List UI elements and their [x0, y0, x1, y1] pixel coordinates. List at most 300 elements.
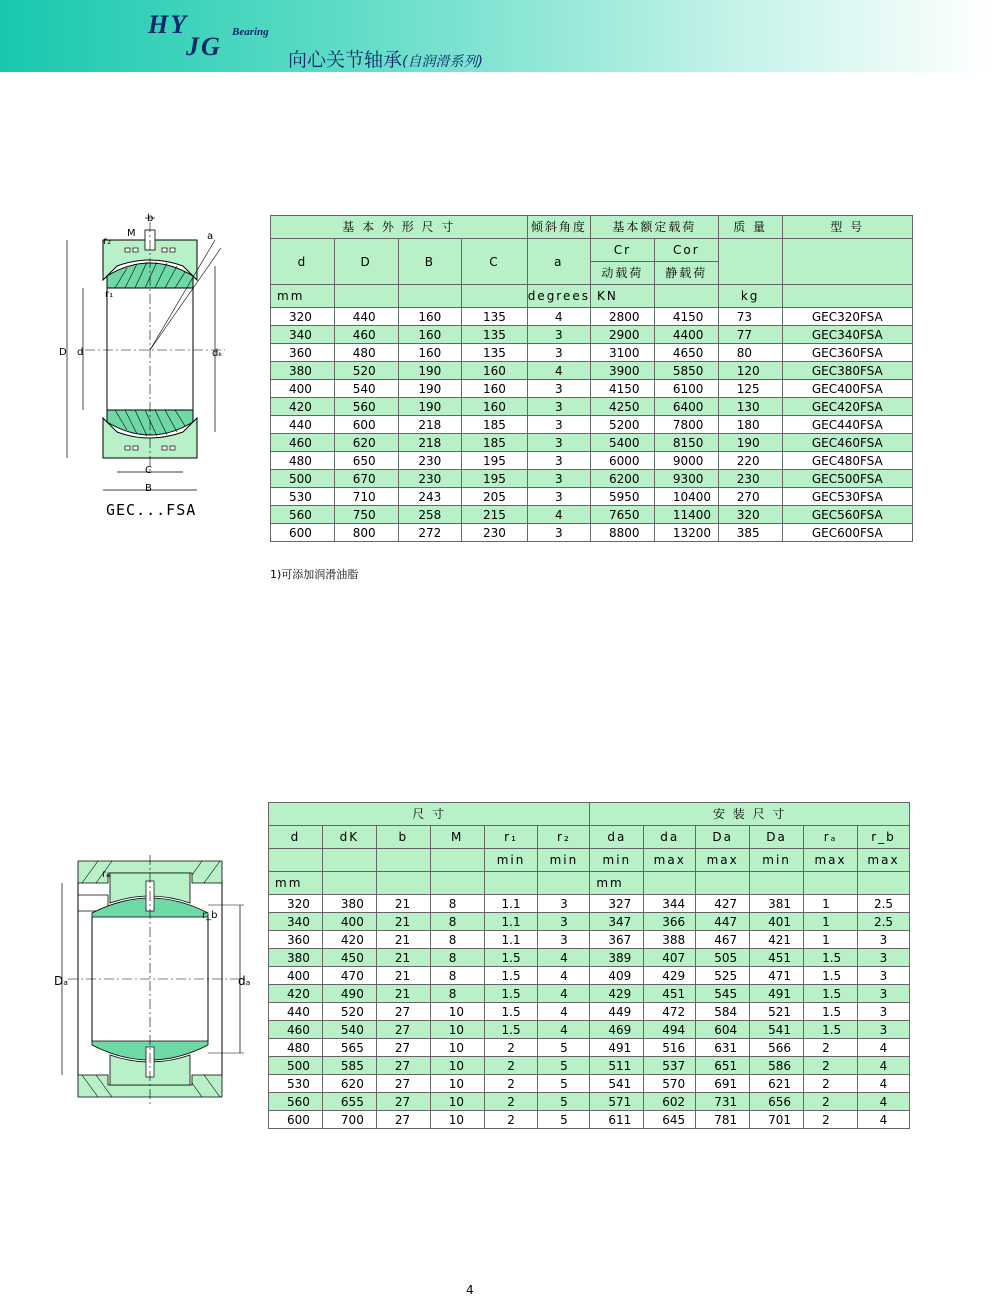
label-dk: dₖ	[212, 348, 223, 359]
table-row	[271, 488, 913, 506]
table-cell: 2	[484, 1093, 538, 1111]
header-load-rating: 基本额定载荷	[591, 216, 719, 239]
table-cell: 3	[527, 434, 590, 452]
table-cell: 11400	[654, 506, 718, 524]
table-cell: 520	[334, 362, 398, 380]
limit-da2: max	[644, 849, 696, 872]
table-cell: 781	[696, 1111, 750, 1129]
table-row	[271, 398, 913, 416]
table-cell: 230	[462, 524, 528, 542]
table-cell: 77	[718, 326, 782, 344]
table-cell: 3	[527, 416, 590, 434]
limit-r2: min	[538, 849, 590, 872]
table-row	[271, 470, 913, 488]
table-cell: 230	[398, 452, 462, 470]
table-cell: 21	[376, 931, 430, 949]
col-cr: Cr	[591, 239, 655, 262]
table-cell: 3	[527, 452, 590, 470]
table-cell: 409	[590, 967, 644, 985]
table-cell: 4	[857, 1093, 909, 1111]
table-row	[271, 452, 913, 470]
table-cell: 230	[398, 470, 462, 488]
table-cell: 8150	[654, 434, 718, 452]
col2-big-da-min: Da	[750, 826, 804, 849]
table-cell: 218	[398, 434, 462, 452]
table-cell: 600	[334, 416, 398, 434]
table-cell: 27	[376, 1039, 430, 1057]
table-row	[271, 362, 913, 380]
table-cell: 6200	[591, 470, 655, 488]
table-cell: 270	[718, 488, 782, 506]
logo-hy: HY	[148, 10, 189, 39]
table-cell: 602	[644, 1093, 696, 1111]
table-cell: 125	[718, 380, 782, 398]
table-cell: 3	[857, 967, 909, 985]
table-cell: 420	[269, 985, 323, 1003]
table-cell: 420	[322, 931, 376, 949]
col-cor: Cor	[654, 239, 718, 262]
table-cell: GEC460FSA	[782, 434, 912, 452]
table-cell: 3	[857, 931, 909, 949]
table-cell: 3	[857, 985, 909, 1003]
table-cell: 1.5	[804, 967, 858, 985]
table-cell: 10	[430, 1021, 484, 1039]
table-cell: 4650	[654, 344, 718, 362]
table-cell: 4400	[654, 326, 718, 344]
table-cell: 8	[430, 895, 484, 913]
table-cell: 480	[269, 1039, 323, 1057]
table-cell: 4250	[591, 398, 655, 416]
table-row	[269, 931, 910, 949]
table-row	[271, 308, 913, 326]
table-cell: 655	[322, 1093, 376, 1111]
table-cell: 190	[398, 362, 462, 380]
label-big-d: D	[59, 347, 67, 358]
table-cell: 731	[696, 1093, 750, 1111]
table-cell: 566	[750, 1039, 804, 1057]
table-cell: 472	[644, 1003, 696, 1021]
table-cell: 447	[696, 913, 750, 931]
page-title	[288, 45, 483, 72]
table-cell: 600	[271, 524, 335, 542]
label-static-load: 静载荷	[654, 262, 718, 285]
table-cell: 560	[269, 1093, 323, 1111]
header-installation: 安 装 尺 寸	[590, 803, 910, 826]
table-cell: 2	[804, 1111, 858, 1129]
table-cell: 2	[484, 1075, 538, 1093]
table-cell: 1.5	[804, 1021, 858, 1039]
table-cell: 530	[269, 1075, 323, 1093]
unit2-mm1: mm	[269, 872, 323, 895]
table-cell: 584	[696, 1003, 750, 1021]
table-cell: 10	[430, 1039, 484, 1057]
table-cell: 525	[696, 967, 750, 985]
table-cell: 73	[718, 308, 782, 326]
table-cell: 3	[538, 895, 590, 913]
table-cell: 7650	[591, 506, 655, 524]
table-cell: 10	[430, 1003, 484, 1021]
table-cell: 320	[271, 308, 335, 326]
table-cell: 160	[462, 362, 528, 380]
table-cell: 190	[398, 380, 462, 398]
table-cell: GEC380FSA	[782, 362, 912, 380]
table-cell: 9000	[654, 452, 718, 470]
table-cell: 6400	[654, 398, 718, 416]
table-cell: 800	[334, 524, 398, 542]
table-cell: 1.1	[484, 931, 538, 949]
table-cell: 5850	[654, 362, 718, 380]
table-row	[271, 344, 913, 362]
header-dimensions: 尺 寸	[269, 803, 590, 826]
table-cell: 516	[644, 1039, 696, 1057]
table-cell: 190	[718, 434, 782, 452]
table-cell: 5	[538, 1057, 590, 1075]
table-cell: 565	[322, 1039, 376, 1057]
table-row	[271, 326, 913, 344]
table-cell: 7800	[654, 416, 718, 434]
table-cell: 570	[644, 1075, 696, 1093]
installation-dimension-table	[268, 802, 910, 1129]
table-cell: 160	[462, 380, 528, 398]
table-cell: 1.5	[804, 985, 858, 1003]
table-cell: 560	[271, 506, 335, 524]
table-cell: 388	[644, 931, 696, 949]
table-cell: 2800	[591, 308, 655, 326]
label-a: a	[207, 231, 214, 242]
table-row	[269, 949, 910, 967]
table-cell: 645	[644, 1111, 696, 1129]
table-cell: 10	[430, 1075, 484, 1093]
table-cell: 651	[696, 1057, 750, 1075]
table-cell: 400	[322, 913, 376, 931]
table-cell: 460	[269, 1021, 323, 1039]
table-cell: GEC500FSA	[782, 470, 912, 488]
table-cell: 429	[590, 985, 644, 1003]
table-cell: 691	[696, 1075, 750, 1093]
limit-da1: min	[590, 849, 644, 872]
col-d: d	[271, 239, 335, 285]
table-cell: 1.5	[484, 1003, 538, 1021]
title-main: 向心关节轴承	[288, 49, 403, 71]
table-row	[271, 506, 913, 524]
table-cell: 4	[538, 967, 590, 985]
table-cell: 2900	[591, 326, 655, 344]
table-cell: 491	[590, 1039, 644, 1057]
table-cell: 541	[750, 1021, 804, 1039]
table-cell: 750	[334, 506, 398, 524]
table2-body	[269, 895, 910, 1129]
table-cell: 8	[430, 931, 484, 949]
table-cell: 1.5	[484, 949, 538, 967]
table-cell: 469	[590, 1021, 644, 1039]
table-cell: 6100	[654, 380, 718, 398]
label-m: M	[127, 228, 136, 239]
table-cell: 670	[334, 470, 398, 488]
table-cell: 1.5	[484, 967, 538, 985]
table-cell: 135	[462, 326, 528, 344]
label-ra: rₐ	[102, 869, 111, 880]
table-cell: 218	[398, 416, 462, 434]
table-cell: 4	[538, 1003, 590, 1021]
table-cell: 8	[430, 949, 484, 967]
table-cell: 8	[430, 985, 484, 1003]
table-cell: 21	[376, 949, 430, 967]
table-cell: 347	[590, 913, 644, 931]
table-cell: 600	[269, 1111, 323, 1129]
table-cell: 340	[271, 326, 335, 344]
col2-r1: r₁	[484, 826, 538, 849]
table-cell: 2.5	[857, 913, 909, 931]
table-cell: 451	[644, 985, 696, 1003]
table-cell: 571	[590, 1093, 644, 1111]
table-cell: 21	[376, 895, 430, 913]
table-cell: 21	[376, 967, 430, 985]
table-cell: 540	[322, 1021, 376, 1039]
table-cell: 3	[527, 344, 590, 362]
table-cell: 27	[376, 1093, 430, 1111]
table-cell: 427	[696, 895, 750, 913]
table-cell: 385	[718, 524, 782, 542]
col2-r2: r₂	[538, 826, 590, 849]
table-cell: 160	[398, 326, 462, 344]
table-cell: 130	[718, 398, 782, 416]
table1-body	[271, 308, 913, 542]
table-cell: 3	[527, 380, 590, 398]
col2-da-min: da	[590, 826, 644, 849]
title-sub: (自润滑系列)	[402, 54, 483, 70]
table-cell: 429	[644, 967, 696, 985]
col2-big-da-max: Da	[696, 826, 750, 849]
table-cell: 1.1	[484, 913, 538, 931]
table-cell: 3	[527, 470, 590, 488]
table-cell: 511	[590, 1057, 644, 1075]
label-rb: r_b	[202, 910, 218, 921]
table-cell: 185	[462, 434, 528, 452]
label-c: C	[145, 465, 152, 476]
limit-r1: min	[484, 849, 538, 872]
label-small-d: d	[77, 347, 84, 358]
table-cell: 421	[750, 931, 804, 949]
table-cell: GEC420FSA	[782, 398, 912, 416]
label-dynamic-load: 动载荷	[591, 262, 655, 285]
table-cell: 2	[484, 1111, 538, 1129]
table-cell: 650	[334, 452, 398, 470]
table-row	[271, 434, 913, 452]
table-cell: 494	[644, 1021, 696, 1039]
table-cell: 3900	[591, 362, 655, 380]
table-cell: 700	[322, 1111, 376, 1129]
table-cell: 4	[857, 1057, 909, 1075]
dimension-load-table	[270, 215, 913, 542]
table-cell: 1	[804, 913, 858, 931]
table-cell: 5200	[591, 416, 655, 434]
table-cell: 320	[718, 506, 782, 524]
table-cell: 10	[430, 1111, 484, 1129]
table-cell: 5	[538, 1111, 590, 1129]
table-cell: 490	[322, 985, 376, 1003]
table-cell: 4	[857, 1039, 909, 1057]
col-model-empty	[782, 239, 912, 285]
table-cell: 407	[644, 949, 696, 967]
table-cell: 3	[527, 488, 590, 506]
table-cell: 4	[527, 362, 590, 380]
label-b: b	[147, 213, 154, 224]
table-cell: 2	[804, 1057, 858, 1075]
table-row	[269, 985, 910, 1003]
label-small-da: dₐ	[238, 974, 251, 988]
label-r2: r₂	[103, 236, 112, 247]
table-row	[269, 1003, 910, 1021]
table-cell: 205	[462, 488, 528, 506]
table-cell: 366	[644, 913, 696, 931]
table-cell: 27	[376, 1057, 430, 1075]
table-cell: 360	[269, 931, 323, 949]
table-cell: 3	[538, 931, 590, 949]
table-cell: 360	[271, 344, 335, 362]
table-cell: 9300	[654, 470, 718, 488]
label-big-da: Dₐ	[54, 974, 68, 988]
logo-jg: JG	[186, 32, 222, 61]
table-cell: 8800	[591, 524, 655, 542]
bearing-type-label: GEC...FSA	[106, 501, 197, 519]
table-cell: 449	[590, 1003, 644, 1021]
table-cell: 440	[269, 1003, 323, 1021]
table-cell: 327	[590, 895, 644, 913]
table-cell: 27	[376, 1021, 430, 1039]
table-cell: 21	[376, 913, 430, 931]
table-cell: 541	[590, 1075, 644, 1093]
table-cell: 1.1	[484, 895, 538, 913]
table-cell: 604	[696, 1021, 750, 1039]
table-cell: 460	[271, 434, 335, 452]
table-cell: 10400	[654, 488, 718, 506]
table-row	[269, 1057, 910, 1075]
table-cell: GEC320FSA	[782, 308, 912, 326]
table-cell: 160	[462, 398, 528, 416]
table-cell: GEC360FSA	[782, 344, 912, 362]
table-cell: 400	[271, 380, 335, 398]
table-cell: 4	[857, 1111, 909, 1129]
table-cell: 4150	[591, 380, 655, 398]
table-cell: 135	[462, 344, 528, 362]
table-cell: 272	[398, 524, 462, 542]
page-number: 4	[466, 1283, 474, 1297]
table-cell: 10	[430, 1093, 484, 1111]
table-cell: 367	[590, 931, 644, 949]
table-cell: 505	[696, 949, 750, 967]
table-row	[269, 1075, 910, 1093]
col-b: B	[398, 239, 462, 285]
table-cell: 180	[718, 416, 782, 434]
table-cell: 27	[376, 1003, 430, 1021]
unit-degrees: degrees	[527, 285, 590, 308]
table-cell: 440	[334, 308, 398, 326]
table-cell: 1.5	[484, 985, 538, 1003]
table-cell: 160	[398, 308, 462, 326]
table-cell: 3	[857, 1003, 909, 1021]
table-cell: 460	[334, 326, 398, 344]
unit2-mm2: mm	[590, 872, 644, 895]
table-cell: 80	[718, 344, 782, 362]
table-cell: 631	[696, 1039, 750, 1057]
table-cell: 3	[857, 1021, 909, 1039]
logo-bearing-script: Bearing	[232, 26, 269, 38]
table-cell: 1.5	[804, 949, 858, 967]
table-cell: 230	[718, 470, 782, 488]
table-cell: 471	[750, 967, 804, 985]
table-row	[271, 416, 913, 434]
table-row	[269, 895, 910, 913]
table-cell: 520	[322, 1003, 376, 1021]
table-cell: 195	[462, 452, 528, 470]
header-basic-dimensions: 基 本 外 形 尺 寸	[271, 216, 528, 239]
limit-bda2: min	[750, 849, 804, 872]
col2-d: d	[269, 826, 323, 849]
table-cell: 2	[804, 1039, 858, 1057]
table-cell: 530	[271, 488, 335, 506]
bearing-section-diagram	[55, 210, 235, 500]
table-cell: 500	[271, 470, 335, 488]
col2-dk: dK	[322, 826, 376, 849]
col-c: C	[462, 239, 528, 285]
table-cell: 380	[271, 362, 335, 380]
table-cell: 480	[334, 344, 398, 362]
unit-mm: mm	[271, 285, 335, 308]
table-cell: 3	[527, 398, 590, 416]
table-cell: 420	[271, 398, 335, 416]
table-cell: 243	[398, 488, 462, 506]
table-cell: 2	[804, 1093, 858, 1111]
table-cell: 8	[430, 967, 484, 985]
table-cell: 4	[527, 308, 590, 326]
installation-diagram	[52, 855, 252, 1105]
table-cell: 540	[334, 380, 398, 398]
table-cell: 5	[538, 1093, 590, 1111]
unit-kn: KN	[591, 285, 655, 308]
limit-rb: max	[857, 849, 909, 872]
table-cell: 3	[527, 524, 590, 542]
table-cell: 2	[484, 1039, 538, 1057]
col-big-d: D	[334, 239, 398, 285]
table-cell: 450	[322, 949, 376, 967]
table-cell: 380	[322, 895, 376, 913]
col2-m: M	[430, 826, 484, 849]
table-cell: 440	[271, 416, 335, 434]
table-cell: 381	[750, 895, 804, 913]
table-cell: 586	[750, 1057, 804, 1075]
table-cell: 389	[590, 949, 644, 967]
table-cell: 3100	[591, 344, 655, 362]
table-cell: 1	[804, 895, 858, 913]
table-cell: GEC600FSA	[782, 524, 912, 542]
table-cell: GEC400FSA	[782, 380, 912, 398]
table-cell: 190	[398, 398, 462, 416]
table-cell: 344	[644, 895, 696, 913]
table-cell: 611	[590, 1111, 644, 1129]
col2-rb: r_b	[857, 826, 909, 849]
table-cell: 160	[398, 344, 462, 362]
col2-ra: rₐ	[804, 826, 858, 849]
limit-ra: max	[804, 849, 858, 872]
table-cell: 710	[334, 488, 398, 506]
table-cell: GEC440FSA	[782, 416, 912, 434]
table-cell: 215	[462, 506, 528, 524]
table-cell: 380	[269, 949, 323, 967]
table-cell: 340	[269, 913, 323, 931]
table-cell: 5950	[591, 488, 655, 506]
table-row	[271, 524, 913, 542]
table-cell: 3	[857, 949, 909, 967]
